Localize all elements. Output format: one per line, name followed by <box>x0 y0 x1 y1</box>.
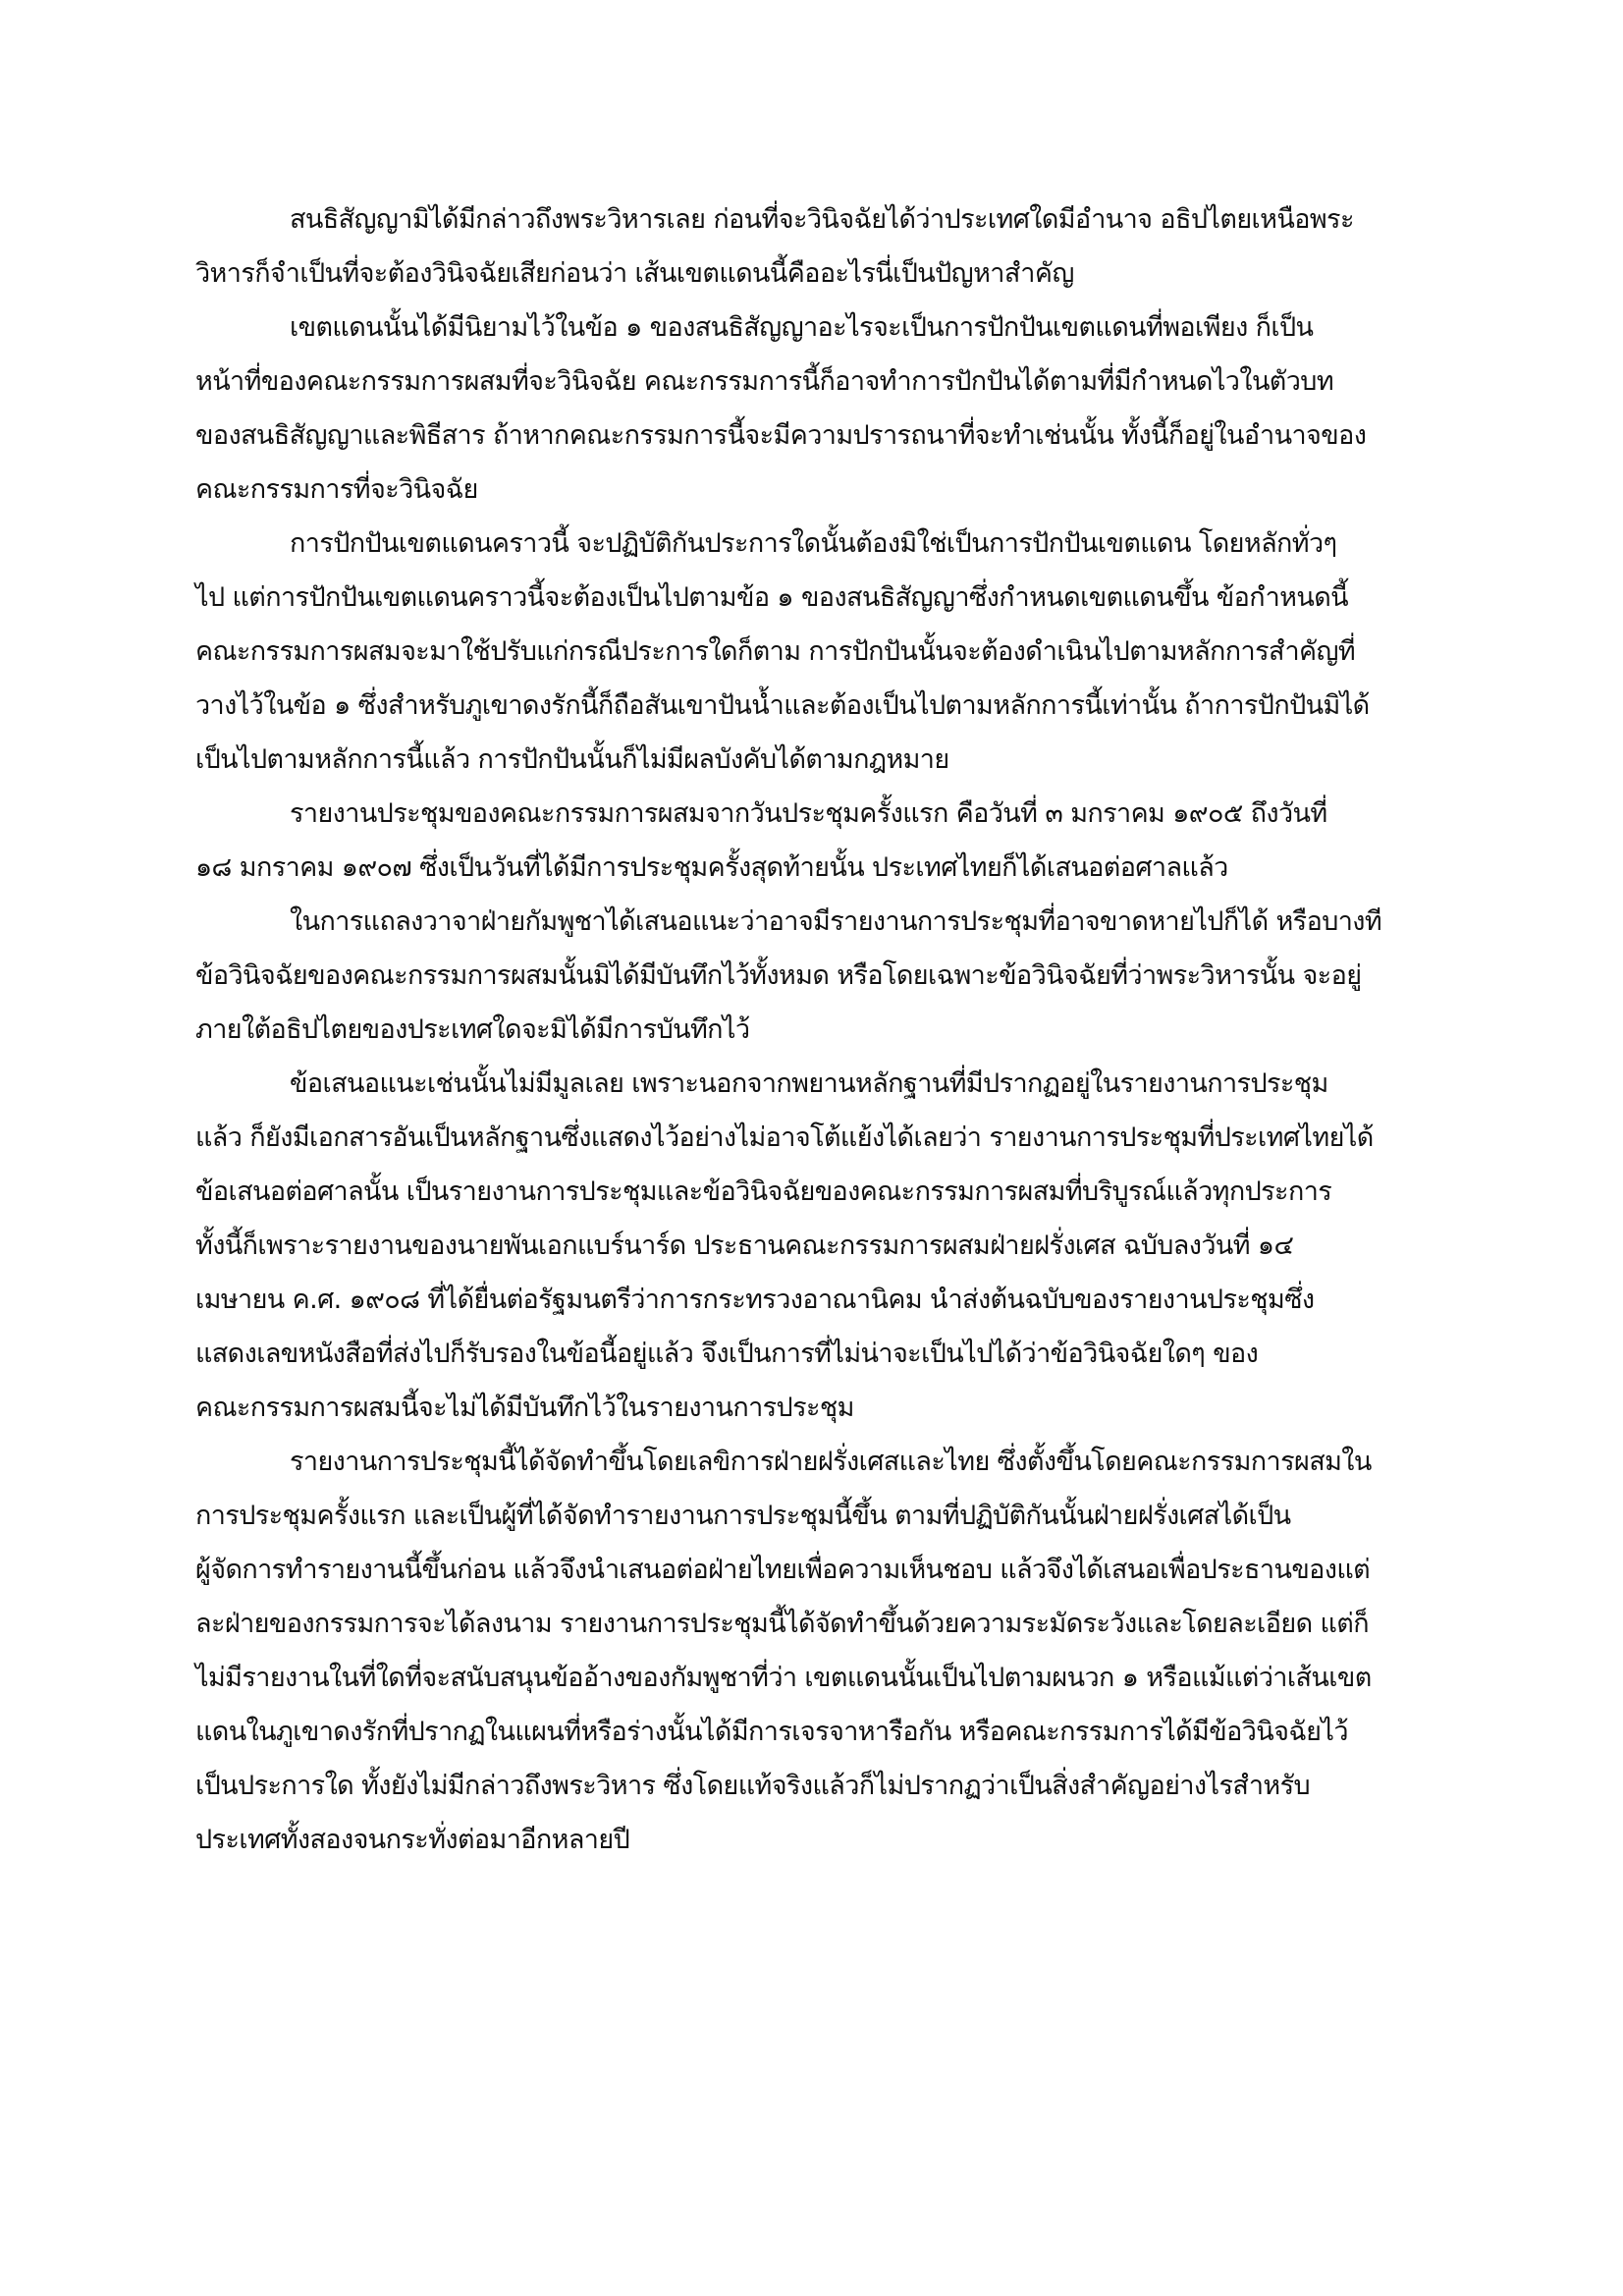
paragraph-1 <box>195 192 1431 301</box>
text-line: ข้อเสนอแนะเช่นนั้นไม่มีมูลเลย เพราะนอกจากพยานหลักฐานที่มีปรากฏอยู่ในรายงานการประชุม <box>290 1068 1328 1099</box>
text-line: การปักปันเขตแดนคราวนี้ จะปฏิบัติกันประการใดนั้นต้องมิใช่เป็นการปักปันเขตแดน โดยหลักทั่วๆ <box>290 528 1337 559</box>
text-line: เป็นประการใด ทั้งยังไม่มีกล่าวถึงพระวิหาร ซึ่งโดยแท้จริงแล้วก็ไม่ปรากฏว่าเป็นสิ่งสำคัญอย่างไรสำหรับ <box>195 1771 1311 1801</box>
text-line: เขตแดนนั้นได้มีนิยามไว้ในข้อ ๑ ของสนธิสัญญาอะไรจะเป็นการปักปันเขตแดนที่พอเพียง ก็เป็น <box>290 312 1314 343</box>
paragraph-3 <box>195 517 1431 787</box>
text-line: ข้อวินิจฉัยของคณะกรรมการผสมนั้นมิได้มีบันทึกไว้ทั้งหมด หรือโดยเฉพาะข้อวินิจฉัยที่ว่าพระวิหารนั้น จะอยู่ <box>195 960 1362 991</box>
text-line: แดนในภูเขาดงรักที่ปรากฏในแผนที่หรือร่างนั้นได้มีการเจรจาหารือกัน หรือคณะกรรมการได้มีข้อวินิจฉัยไว้ <box>195 1717 1348 1747</box>
text-line: หน้าที่ของคณะกรรมการผสมที่จะวินิจฉัย คณะกรรมการนี้ก็อาจทำการปักปันได้ตามที่มีกำหนดไวในตัวบท <box>195 366 1334 397</box>
paragraph-7 <box>195 1435 1431 1867</box>
text-line: ๑๘ มกราคม ๑๙๐๗ ซึ่งเป็นวันที่ได้มีการประชุมครั้งสุดท้ายนั้น ประเทศไทยก็ได้เสนอต่อศาลแล้ว <box>195 852 1228 883</box>
paragraph-2 <box>195 301 1431 517</box>
document-body <box>195 192 1431 1867</box>
text-line: รายงานการประชุมนี้ได้จัดทำขึ้นโดยเลขิการฝ่ายฝรั่งเศสและไทย ซึ่งตั้งขึ้นโดยคณะกรรมการผสมใน <box>290 1447 1372 1477</box>
text-line: คณะกรรมการผสมนี้จะไม่ได้มีบันทึกไว้ในรายงานการประชุม <box>195 1393 854 1423</box>
text-line: วิหารก็จำเป็นที่จะต้องวินิจฉัยเสียก่อนว่า เส้นเขตแดนนี้คืออะไรนี่เป็นปัญหาสำคัญ <box>195 258 1074 289</box>
text-line: คณะกรรมการที่จะวินิจฉัย <box>195 474 478 505</box>
text-line: การประชุมครั้งแรก และเป็นผู้ที่ได้จัดทำรายงานการประชุมนี้ขึ้น ตามที่ปฏิบัติกันนั้นฝ่ายฝรั่งเศสได้เป็น <box>195 1501 1291 1531</box>
text-line: ประเทศทั้งสองจนกระทั่งต่อมาอีกหลายปี <box>195 1825 630 1855</box>
text-line: ละฝ่ายของกรรมการจะได้ลงนาม รายงานการประชุมนี้ได้จัดทำขึ้นด้วยความระมัดระวังและโดยละเอียด แต่ก็ <box>195 1609 1369 1639</box>
text-line: เมษายน ค.ศ. ๑๙๐๘ ที่ได้ยื่นต่อรัฐมนตรีว่าการกระทรวงอาณานิคม นำส่งต้นฉบับของรายงานประชุมซึ่ง <box>195 1285 1315 1315</box>
text-line: แสดงเลขหนังสือที่ส่งไปก็รับรองในข้อนี้อยู่แล้ว จึงเป็นการที่ไม่น่าจะเป็นไปได้ว่าข้อวินิจฉัยใดๆ ของ <box>195 1339 1259 1369</box>
paragraph-6 <box>195 1057 1431 1435</box>
text-line: ของสนธิสัญญาและพิธีสาร ถ้าหากคณะกรรมการนี้จะมีความปรารถนาที่จะทำเช่นนั้น ทั้งนี้ก็อยู่ในอำนาจของ <box>195 420 1367 451</box>
text-line: แล้ว ก็ยังมีเอกสารอันเป็นหลักฐานซึ่งแสดงไว้อย่างไม่อาจโต้แย้งได้เลยว่า รายงานการประชุมที่ประเทศไทยได้ <box>195 1122 1374 1153</box>
text-line: เป็นไปตามหลักการนี้แล้ว การปักปันนั้นก็ไม่มีผลบังคับได้ตามกฎหมาย <box>195 744 949 775</box>
text-line: ผู้จัดการทำรายงานนี้ขึ้นก่อน แล้วจึงนำเสนอต่อฝ่ายไทยเพื่อความเห็นชอบ แล้วจึงได้เสนอเพื่อประธานของแต่ <box>195 1555 1371 1585</box>
paragraph-5 <box>195 895 1431 1057</box>
text-line: ไป แต่การปักปันเขตแดนคราวนี้จะต้องเป็นไปตามข้อ ๑ ของสนธิสัญญาซึ่งกำหนดเขตแดนขึ้น ข้อกำหนดนี้ <box>195 582 1349 613</box>
text-line: ทั้งนี้ก็เพราะรายงานของนายพันเอกแบร์นาร์ด ประธานคณะกรรมการผสมฝ่ายฝรั่งเศส ฉบับลงวันที่ ๑๔ <box>195 1230 1294 1261</box>
text-line: รายงานประชุมของคณะกรรมการผสมจากวันประชุมครั้งแรก คือวันที่ ๓ มกราคม ๑๙๐๕ ถึงวันที่ <box>290 798 1327 829</box>
text-line: สนธิสัญญามิได้มีกล่าวถึงพระวิหารเลย ก่อนที่จะวินิจฉัยได้ว่าประเทศใดมีอำนาจ อธิปไตยเหนือพระ <box>290 204 1354 235</box>
text-line: วางไว้ในข้อ ๑ ซึ่งสำหรับภูเขาดงรักนี้ก็ถือสันเขาปันน้ำและต้องเป็นไปตามหลักการนี้เท่านั้น ถ้าการปักปันมิได้ <box>195 690 1370 721</box>
text-line: คณะกรรมการผสมจะมาใช้ปรับแก่กรณีประการใดก็ตาม การปักปันนั้นจะต้องดำเนินไปตามหลักการสำคัญที่ <box>195 636 1356 667</box>
text-line: ในการแถลงวาจาฝ่ายกัมพูชาได้เสนอแนะว่าอาจมีรายงานการประชุมที่อาจขาดหายไปก็ได้ หรือบางที <box>290 906 1382 937</box>
paragraph-4 <box>195 787 1431 895</box>
text-line: ภายใต้อธิปไตยของประเทศใดจะมิได้มีการบันทึกไว้ <box>195 1014 750 1045</box>
text-line: ข้อเสนอต่อศาลนั้น เป็นรายงานการประชุมและข้อวินิจฉัยของคณะกรรมการผสมที่บริบูรณ์แล้วทุกประการ <box>195 1176 1332 1207</box>
text-line: ไม่มีรายงานในที่ใดที่จะสนับสนุนข้ออ้างของกัมพูชาที่ว่า เขตแดนนั้นเป็นไปตามผนวก ๑ หรือแม้แต่ว่าเส้นเขต <box>195 1663 1372 1693</box>
